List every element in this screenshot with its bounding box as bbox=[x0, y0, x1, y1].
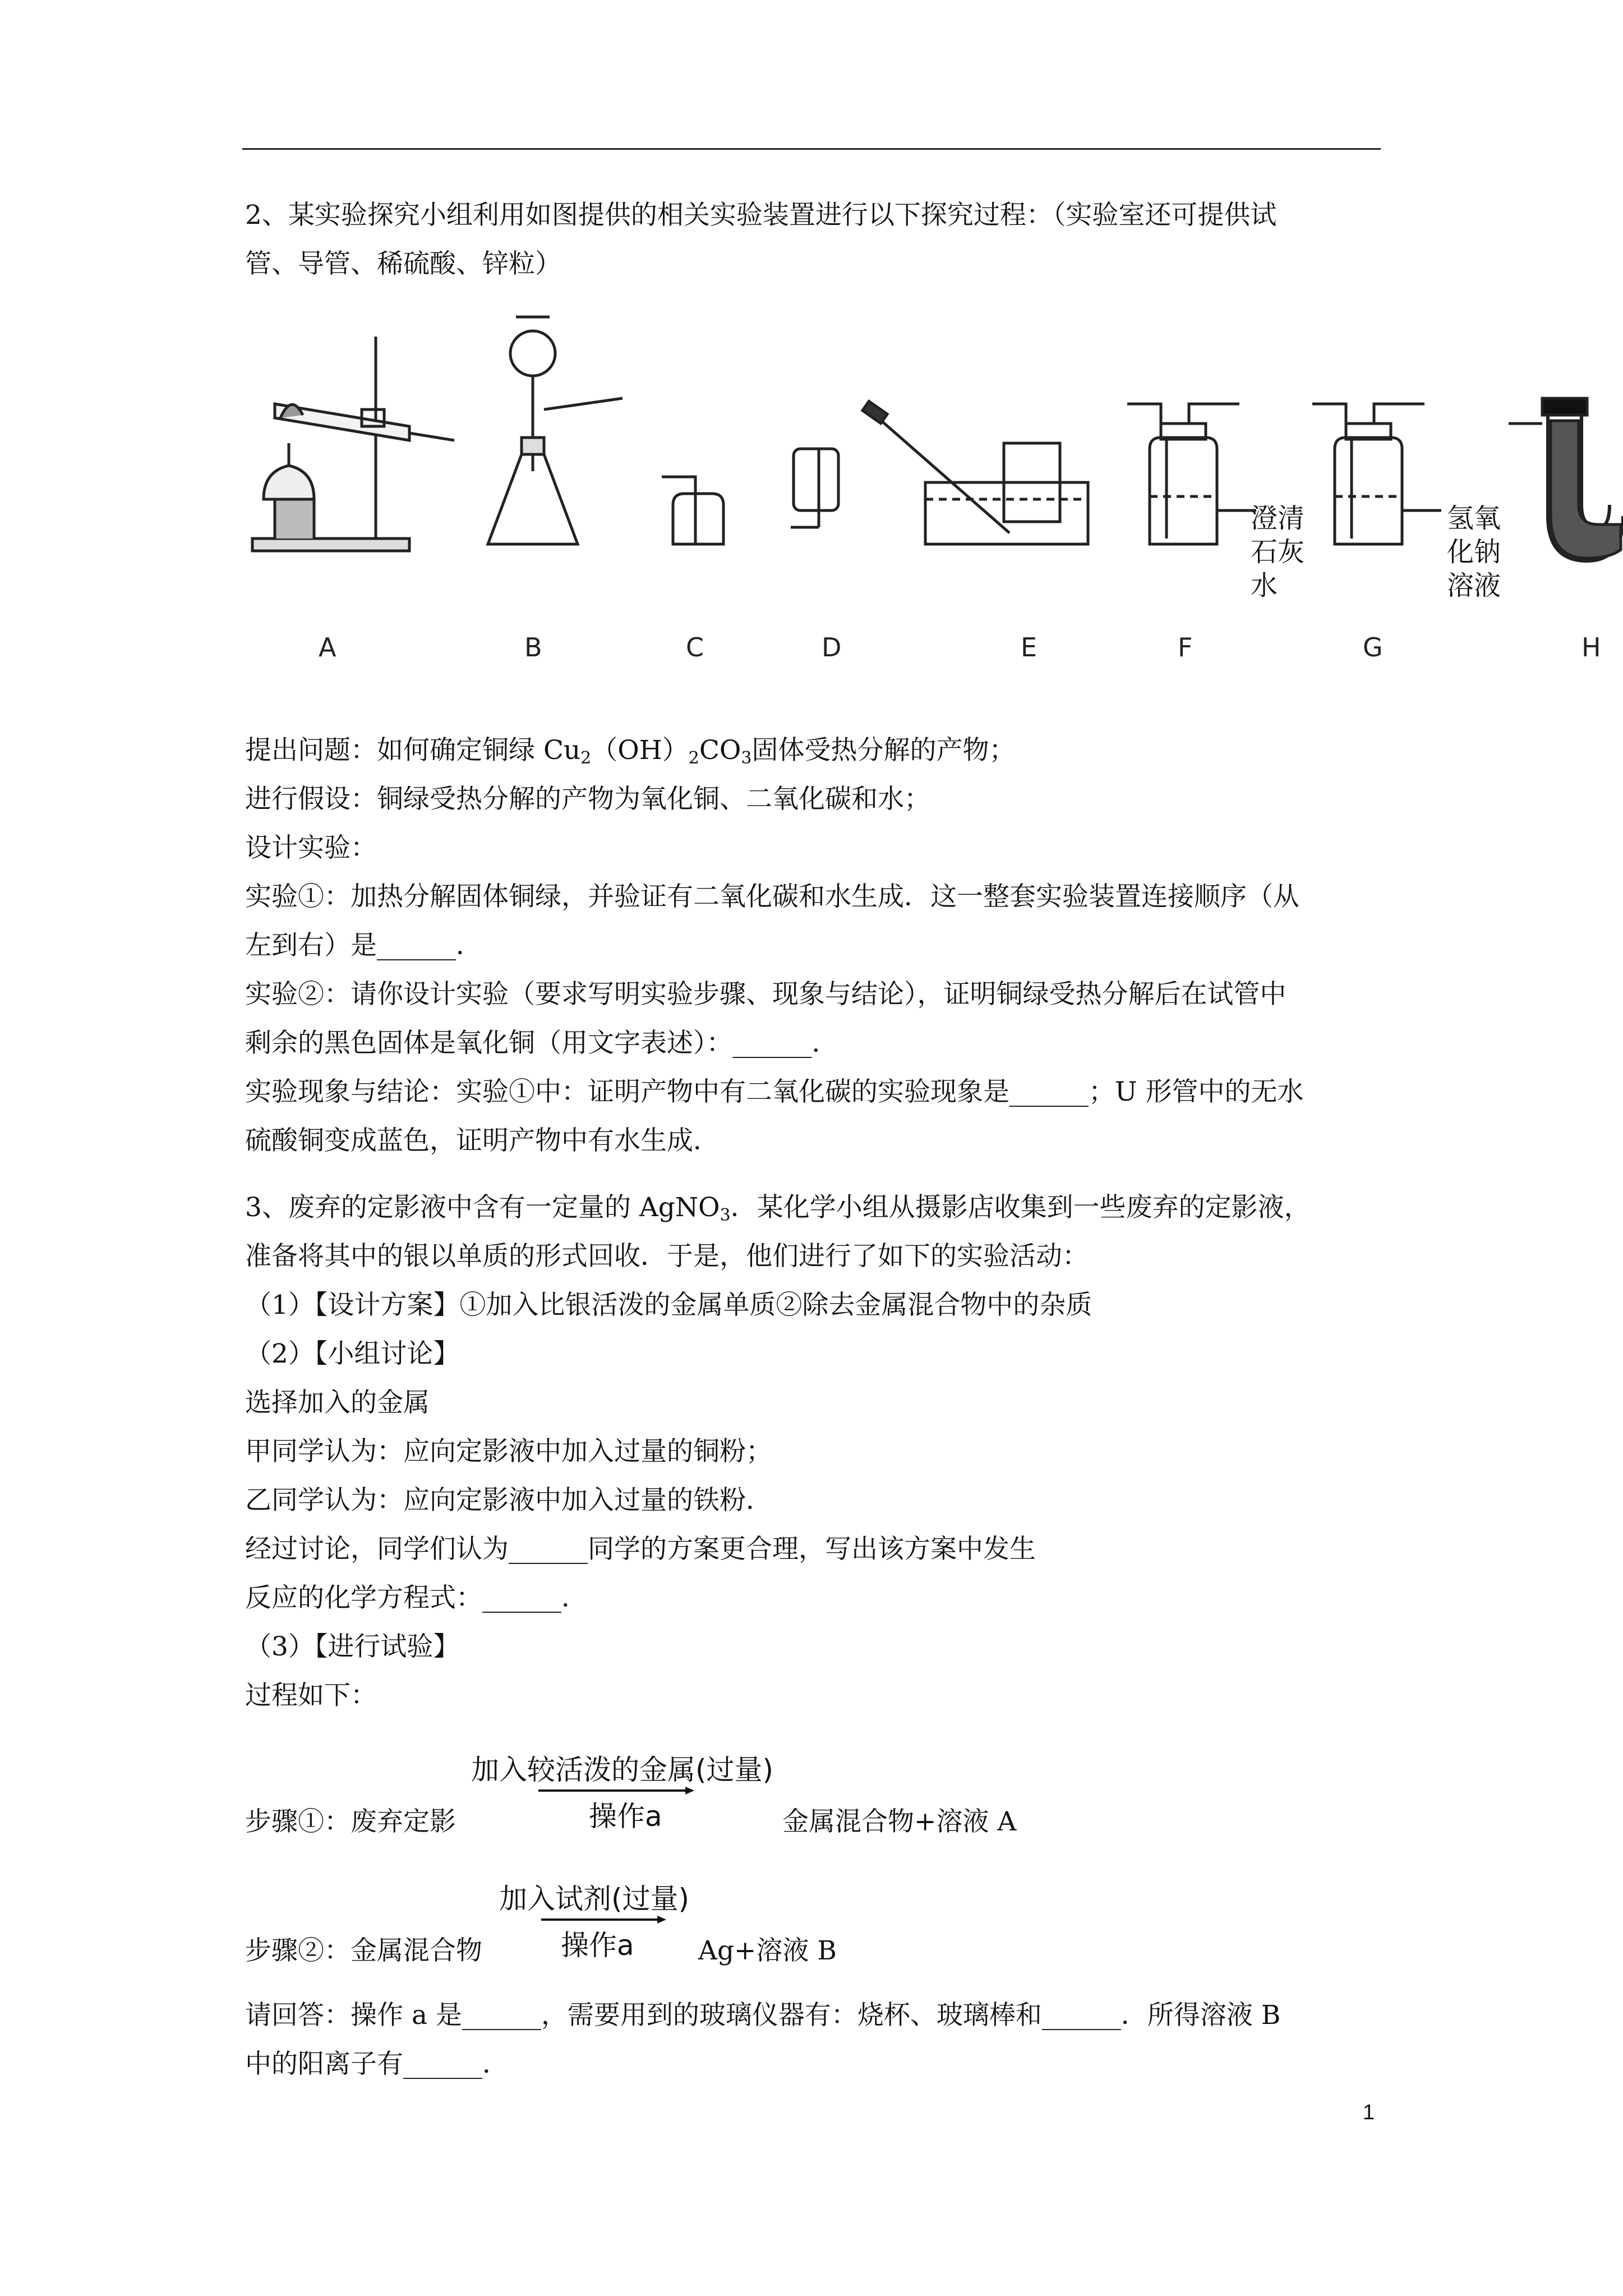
q3-answer-line1: 请回答：操作 a 是______，需要用到的玻璃仪器有：烧杯、玻璃棒和______．所得溶液 B bbox=[245, 2000, 1281, 2031]
label-h: H bbox=[1581, 632, 1601, 662]
q3-line1: 3、废弃的定影液中含有一定量的 AgNO$_3$．某化学小组从摄影店收集到一些废弃的定影液， bbox=[245, 1192, 1311, 1225]
f-note-1: 澄清 bbox=[1251, 503, 1305, 534]
apparatus-g bbox=[1312, 404, 1441, 544]
step2-arrow-bottom: 操作a bbox=[561, 1929, 634, 1962]
q2-exp1-line1: 实验①：加热分解固体铜绿，并验证有二氧化碳和水生成．这一整套实验装置连接顺序（从 bbox=[245, 881, 1299, 912]
apparatus-drawing bbox=[241, 303, 1623, 673]
q3-process: 过程如下： bbox=[245, 1680, 377, 1711]
q3-design: （1）【设计方案】①加入比银活泼的金属单质②除去金属混合物中的杂质 bbox=[245, 1290, 1092, 1320]
step2-label: 步骤②：金属混合物 bbox=[245, 1935, 482, 1966]
q2-result-line1: 实验现象与结论：实验①中：证明产物中有二氧化碳的实验现象是______；U 形管中的无水 bbox=[245, 1076, 1304, 1107]
step1-label: 步骤①：废弃定影 bbox=[245, 1806, 456, 1837]
label-a: A bbox=[319, 632, 336, 662]
page-number: 1 bbox=[1363, 2101, 1375, 2124]
q3-yi: 乙同学认为：应向定影液中加入过量的铁粉． bbox=[245, 1485, 772, 1516]
q2-intro-line1: 2、某实验探究小组利用如图提供的相关实验装置进行以下探究过程：（实验室还可提供试 bbox=[245, 200, 1277, 231]
q3-choose: 选择加入的金属 bbox=[245, 1387, 430, 1418]
step2-result: Ag+溶液 B bbox=[698, 1935, 837, 1966]
section-gap bbox=[245, 1165, 1384, 1183]
q2-exp2-line1: 实验②：请你设计实验（要求写明实验步骤、现象与结论），证明铜绿受热分解后在试管中 bbox=[245, 979, 1287, 1010]
f-note-3: 水 bbox=[1251, 570, 1278, 601]
label-g: G bbox=[1363, 632, 1383, 662]
q2-exp1-line2: 左到右）是______． bbox=[245, 930, 482, 961]
apparatus-d bbox=[791, 449, 838, 527]
header-rule bbox=[242, 148, 1381, 150]
q3-conclusion2: 反应的化学方程式：______． bbox=[245, 1582, 588, 1613]
q3-line2: 准备将其中的银以单质的形式回收．于是，他们进行了如下的实验活动： bbox=[245, 1241, 1089, 1272]
label-e: E bbox=[1021, 632, 1038, 662]
apparatus-b bbox=[488, 317, 623, 544]
q2-exp2-line2: 剩余的黑色固体是氧化铜（用文字表述）：______． bbox=[245, 1028, 838, 1059]
q2-hypothesis: 进行假设：铜绿受热分解的产物为氧化铜、二氧化碳和水； bbox=[245, 784, 930, 815]
label-b: B bbox=[524, 632, 542, 662]
apparatus-a bbox=[252, 337, 454, 551]
g-note-3: 溶液 bbox=[1447, 570, 1501, 601]
apparatus-figure bbox=[241, 303, 1623, 673]
apparatus-h bbox=[1509, 398, 1623, 561]
label-d: D bbox=[822, 632, 842, 662]
apparatus-c bbox=[662, 477, 723, 544]
step2-arrow-top: 加入试剂(过量) bbox=[499, 1883, 690, 1915]
apparatus-e bbox=[863, 401, 1088, 544]
step1-arrow-bottom: 操作a bbox=[589, 1800, 662, 1833]
q2-design: 设计实验： bbox=[245, 832, 377, 863]
q2-result-line2: 硫酸铜变成蓝色，证明产物中有水生成． bbox=[245, 1125, 720, 1156]
q2-problem: 提出问题：如何确定铜绿 $Cu_2(OH)_2CO_3$固体受热分解的产物； bbox=[245, 735, 1016, 768]
q3-answer-line2: 中的阳离子有______． bbox=[245, 2049, 509, 2079]
label-c: C bbox=[686, 632, 704, 662]
label-f: F bbox=[1178, 632, 1193, 662]
q3-conclusion1: 经过讨论，同学们认为______同学的方案更合理，写出该方案中发生 bbox=[245, 1534, 1036, 1565]
f-note-2: 石灰 bbox=[1251, 536, 1305, 568]
q3-discuss: （2）【小组讨论】 bbox=[245, 1338, 460, 1369]
g-note-1: 氢氧 bbox=[1447, 503, 1501, 534]
q3-conduct: （3）【进行试验】 bbox=[245, 1631, 460, 1662]
q3-jia: 甲同学认为：应向定影液中加入过量的铜粉； bbox=[245, 1436, 772, 1467]
step1-arrow-top: 加入较活泼的金属(过量) bbox=[471, 1754, 774, 1786]
q2-intro-line2: 管、导管、稀硫酸、锌粒） bbox=[245, 249, 561, 279]
step1-result: 金属混合物+溶液 A bbox=[782, 1806, 1017, 1837]
g-note-2: 化钠 bbox=[1447, 536, 1501, 568]
apparatus-f bbox=[1127, 404, 1256, 544]
